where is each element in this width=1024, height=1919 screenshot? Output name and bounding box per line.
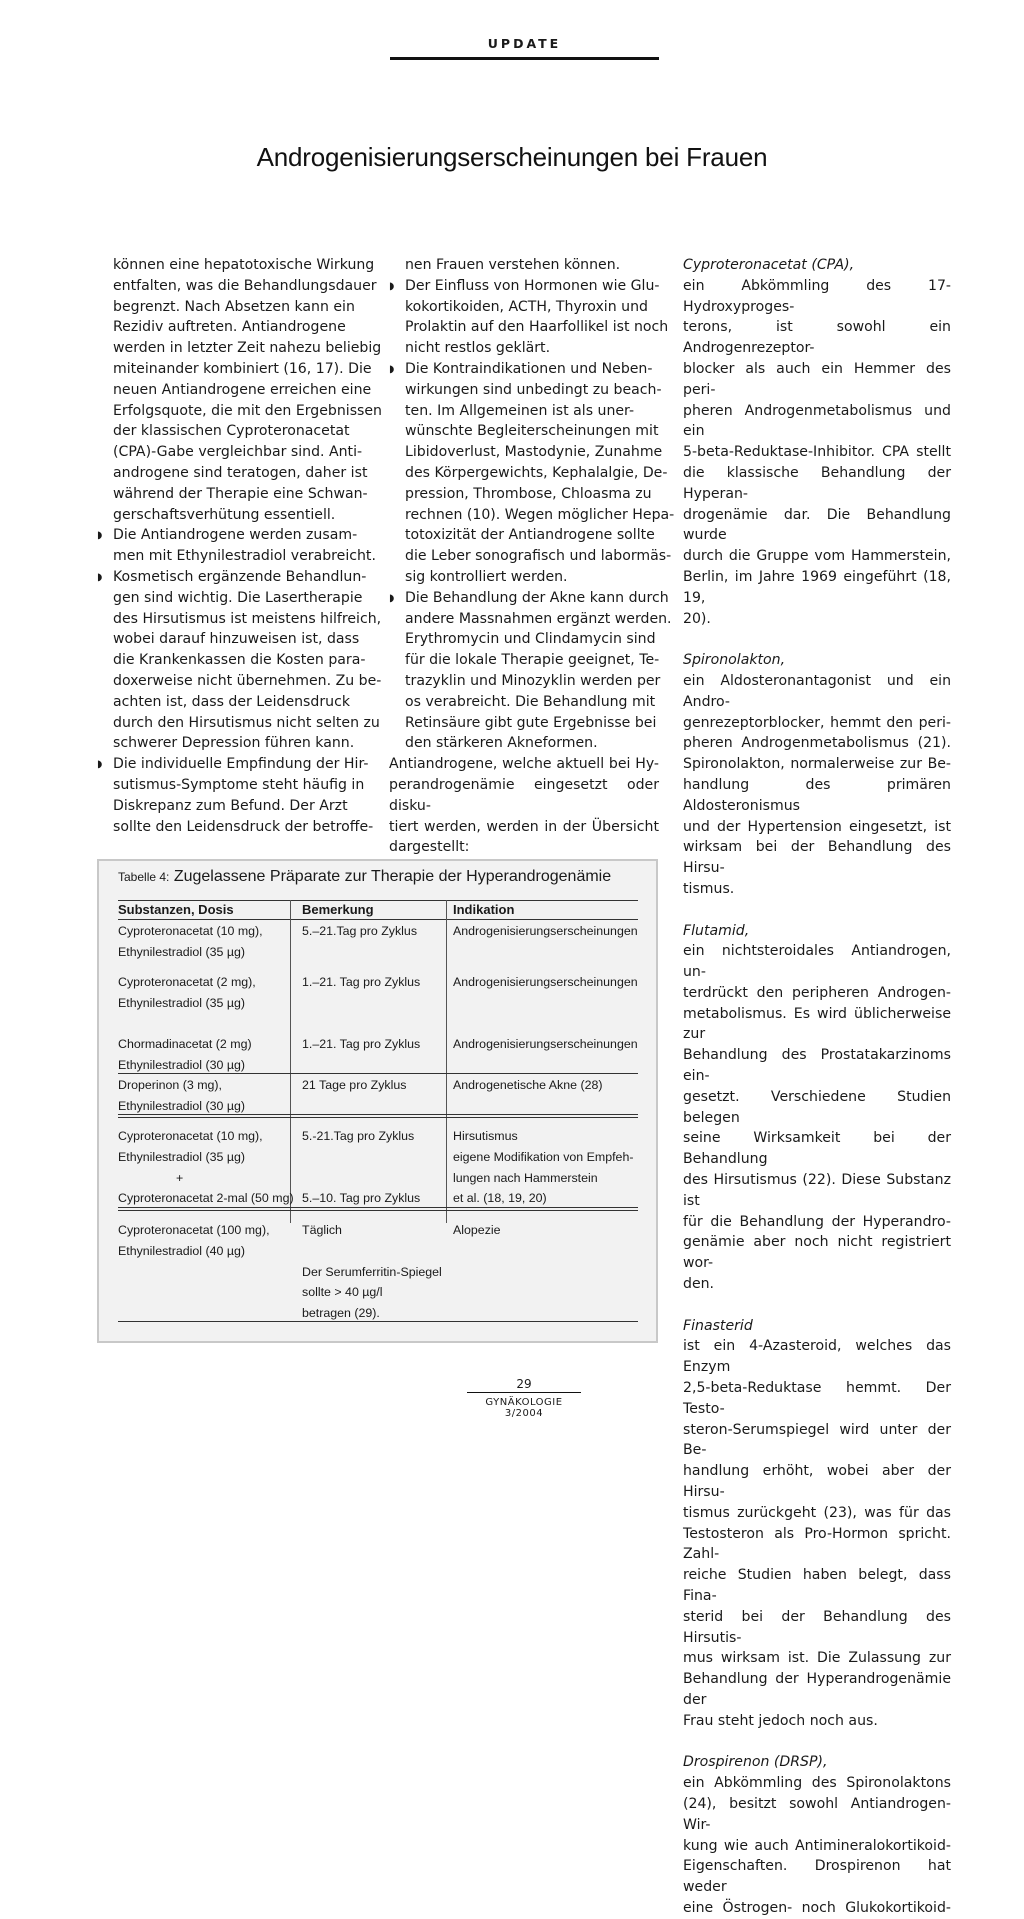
text-line: achten ist, dass der Leidensdruck <box>113 693 350 710</box>
table-rule <box>118 1117 638 1118</box>
text-line: des Hirsutismus ist meistens hilfreich, <box>113 610 382 627</box>
table-cell: Droperinon (3 mg), <box>118 1078 222 1092</box>
text-line: Rezidiv auftreten. Antiandrogene <box>113 319 346 336</box>
line-text: Die Kontraindikationen und Neben- <box>405 360 653 377</box>
text-line: durch den Hirsutismus nicht selten zu <box>113 714 380 731</box>
text-line: wünschte Begleiterscheinungen mit <box>405 423 659 440</box>
text-line: androgene sind teratogen, daher ist <box>113 464 368 481</box>
table-label: Tabelle 4: <box>118 870 170 884</box>
text-line: während der Therapie eine Schwan- <box>113 485 368 502</box>
footer-rule <box>467 1392 581 1393</box>
text-line: steron-Serumspiegel wird unter der Be- <box>683 1421 951 1459</box>
text-line: gen sind wichtig. Die Lasertherapie <box>113 589 363 606</box>
table-cell: Ethynilestradiol (35 µg) <box>118 944 245 959</box>
text-line: ein Aldosteronantagonist und ein Andro- <box>683 672 951 710</box>
text-line: metabolismus. Es wird üblicherweise zur <box>683 1005 951 1043</box>
text-line: für die Behandlung der Hyperandro- <box>683 1213 951 1230</box>
section-rule <box>390 57 659 60</box>
table-cell: Androgenisierungserscheinungen <box>453 1037 638 1051</box>
text-line: os verabreicht. Die Behandlung mit <box>405 693 656 710</box>
table-rule <box>118 1210 638 1211</box>
subheading: Flutamid, <box>683 922 750 939</box>
table-cell: eigene Modifikation von Empfeh- <box>453 1149 634 1164</box>
header-substanzen: Substanzen, Dosis <box>118 902 234 917</box>
text-line: Retinsäure gibt gute Ergebnisse bei <box>405 714 657 731</box>
text-line: die klassische Behandlung der Hyperan- <box>683 464 951 502</box>
line-text: Die Behandlung der Akne kann durch <box>405 589 669 606</box>
text-line: dargestellt: <box>389 839 470 856</box>
text-line: handlung erhöht, wobei aber der Hirsu- <box>683 1463 951 1501</box>
text-column-1 <box>97 255 382 837</box>
table-cell: Cyproteronacetat 2-mal (50 mg) <box>118 1191 294 1206</box>
table-cell: lungen nach Hammerstein <box>453 1170 598 1185</box>
table-cell: Androgenisierungserscheinungen <box>453 975 638 989</box>
text-line: wirksam bei der Behandlung des Hirsu- <box>683 839 951 877</box>
text-line: des Hirsutismus (22). Diese Substanz ist <box>683 1172 951 1209</box>
subheading: Cyproteronacetat (CPA), <box>683 257 855 273</box>
table-cell: Ethynilestradiol (30 µg) <box>118 1057 245 1072</box>
text-line: men mit Ethynilestradiol verabreicht. <box>113 548 376 565</box>
text-line: des Körpergewichts, Kephalalgie, De- <box>405 464 668 481</box>
text-line: perandrogenämie eingesetzt oder disku- <box>389 776 659 814</box>
text-line: totoxizität der Antiandrogene sollte <box>405 527 655 544</box>
bullet-line <box>389 588 669 609</box>
text-line: Libidoverlust, Mastodynie, Zunahme <box>405 444 663 461</box>
table-cell: Ethynilestradiol (40 µg) <box>118 1243 245 1258</box>
text-line: Testosteron als Pro-Hormon spricht. Zahl- <box>683 1525 951 1563</box>
bullet-line <box>97 525 364 546</box>
table-cell: Hirsutismus <box>453 1129 518 1143</box>
table-cell: Der Serumferritin-Spiegel <box>302 1264 442 1279</box>
table-cell: 5.-21.Tag pro Zyklus <box>302 1129 415 1143</box>
text-line: begrenzt. Nach Absetzen kann ein <box>113 298 355 315</box>
line-text: Der Einfluss von Hormonen wie Glu- <box>405 277 660 294</box>
table-rule <box>118 1114 638 1115</box>
text-line: ein Abkömmling des Spironolaktons <box>683 1775 951 1792</box>
journal-issue: GYNÄKOLOGIE 3/2004 <box>485 1397 563 1419</box>
text-line: (24), besitzt sowohl Antiandrogen-Wir- <box>683 1795 951 1833</box>
text-line: die Leber sonografisch und labormäs- <box>405 548 672 565</box>
table-cell: Cyproteronacetat (10 mg), <box>118 1129 263 1143</box>
text-line: Frau steht jedoch noch aus. <box>683 1712 878 1729</box>
text-line: kokortikoiden, ACTH, Thyroxin und <box>405 298 648 315</box>
text-line: nicht restlos geklärt. <box>405 340 551 357</box>
bullet-line <box>97 567 367 588</box>
text-line: tismus. <box>683 880 735 897</box>
bullet-icon: ◗ <box>97 571 103 583</box>
text-line: sterid bei der Behandlung des Hirsutis- <box>683 1608 951 1646</box>
text-column-3 <box>683 255 951 1919</box>
subheading: Spironolakton, <box>683 652 786 669</box>
text-line: seine Wirksamkeit bei der Behandlung <box>683 1130 951 1168</box>
text-line: gesetzt. Verschiedene Studien belegen <box>683 1088 951 1126</box>
text-line: genrezeptorblocker, hemmt den peri- <box>683 714 951 731</box>
column-divider <box>446 900 447 1223</box>
text-line: der klassischen Cyproteronacetat <box>113 423 350 440</box>
table-rule <box>118 1321 638 1322</box>
bullet-line <box>389 276 659 297</box>
text-line: ten. Im Allgemeinen ist als uner- <box>405 402 635 419</box>
table-cell: Cyproteronacetat (100 mg), <box>118 1223 270 1237</box>
text-line: blocker als auch ein Hemmer des peri- <box>683 360 951 398</box>
text-line: pheren Androgenmetabolismus und ein <box>683 402 951 440</box>
line-text: Kosmetisch ergänzende Behandlun- <box>113 568 367 585</box>
text-line: den. <box>683 1276 715 1293</box>
table-cell: 5.–10. Tag pro Zyklus <box>302 1191 421 1206</box>
paragraph-gap <box>683 629 951 650</box>
text-line: die Krankenkassen die Kosten para- <box>113 652 366 669</box>
paragraph-gap <box>683 1295 951 1316</box>
subheading: Drospirenon (DRSP), <box>683 1754 828 1771</box>
paragraph-gap <box>683 1732 951 1753</box>
text-line: Erfolgsquote, die mit den Ergebnissen <box>113 402 382 419</box>
table-cell: Cyproteronacetat (10 mg), <box>118 924 263 938</box>
text-line: eine Östrogen- noch Glukokortikoid- <box>683 1899 951 1916</box>
text-line: pheren Androgenmetabolismus (21). <box>683 735 951 752</box>
table-cell: Ethynilestradiol (30 µg) <box>118 1098 245 1113</box>
line-text: Die Antiandrogene werden zusam- <box>113 527 358 544</box>
text-line: ein nichtsteroidales Antiandrogen, un- <box>683 943 951 981</box>
text-line: rechnen (10). Wegen möglicher Hepa- <box>405 506 675 523</box>
text-line: trazyklin und Minozyklin werden per <box>405 672 661 689</box>
table-cell: Androgenisierungserscheinungen <box>453 924 638 938</box>
text-line: den stärkeren Akneformen. <box>405 735 598 752</box>
text-line: genämie aber noch nicht registriert wor- <box>683 1234 951 1272</box>
article-title: Androgenisierungserscheinungen bei Frauen <box>256 142 768 172</box>
text-line: mus wirksam ist. Die Zulassung zur <box>683 1650 951 1667</box>
text-line: Spironolakton, normalerweise zur Be- <box>683 756 951 773</box>
text-line: wirkungen sind unbedingt zu beach- <box>405 381 662 398</box>
text-line: 20). <box>683 610 711 627</box>
bullet-icon: ◗ <box>97 530 103 542</box>
text-line: drogenämie dar. Die Behandlung wurde <box>683 506 951 544</box>
table-rule <box>118 1073 638 1074</box>
bullet-icon: ◗ <box>389 280 395 292</box>
table-cell: 21 Tage pro Zyklus <box>302 1078 407 1092</box>
paragraph-gap <box>683 900 951 921</box>
text-line: handlung des primären Aldosteronismus <box>683 776 951 814</box>
text-line: Berlin, im Jahre 1969 eingeführt (18, 19, <box>683 568 951 606</box>
text-line: Antiandrogene, welche aktuell bei Hy- <box>389 756 659 773</box>
header-bemerkung: Bemerkung <box>302 902 374 917</box>
text-line: wobei darauf hinzuweisen ist, dass <box>113 631 360 648</box>
line-text: Die individuelle Empfindung der Hir- <box>113 756 369 773</box>
text-line: durch die Gruppe vom Hammerstein, <box>683 548 951 565</box>
text-line: schwerer Depression führen kann. <box>113 735 355 752</box>
table-rule <box>118 900 638 901</box>
text-line: und der Hypertension eingesetzt, ist <box>683 818 951 835</box>
text-line: neuen Antiandrogene erreichen eine <box>113 381 372 398</box>
bullet-line <box>97 754 369 775</box>
text-line: tismus zurückgeht (23), was für das <box>683 1504 951 1521</box>
table-cell: sollte > 40 µg/l <box>302 1285 383 1300</box>
table-cell: 1.–21. Tag pro Zyklus <box>302 1037 421 1051</box>
text-line: können eine hepatotoxische Wirkung <box>113 257 375 273</box>
preparations-table <box>118 898 638 1328</box>
text-line: sutismus-Symptome steht häufig in <box>113 776 365 793</box>
subheading: Finasterid <box>683 1317 753 1334</box>
text-line: andere Massnahmen ergänzt werden. <box>405 610 672 627</box>
table-cell: 1.–21. Tag pro Zyklus <box>302 975 421 989</box>
text-line: (CPA)-Gabe vergleichbar sind. Anti- <box>113 444 363 461</box>
table-cell: 5.–21.Tag pro Zyklus <box>302 924 418 938</box>
text-line: terdrückt den peripheren Androgen- <box>683 984 951 1001</box>
text-line: werden in letzter Zeit nahezu beliebig <box>113 340 382 357</box>
bullet-icon: ◗ <box>389 363 395 375</box>
text-line: gerschaftsverhütung essentiell. <box>113 506 336 523</box>
table-rule <box>118 919 638 920</box>
text-line: für die lokale Therapie geeignet, Te- <box>405 652 660 669</box>
table-caption <box>118 868 611 886</box>
table-cell: Androgenetische Akne (28) <box>453 1078 603 1092</box>
table-title: Zugelassene Präparate zur Therapie der Hyperandrogenämie <box>173 868 612 885</box>
table-cell: et al. (18, 19, 20) <box>453 1191 547 1206</box>
text-line: ein Abkömmling des 17-Hydroxyproges- <box>683 277 951 315</box>
table-cell: Ethynilestradiol (35 µg) <box>118 1149 245 1164</box>
text-line: ist ein 4-Azasteroid, welches das Enzym <box>683 1338 951 1376</box>
text-line: 2,5-beta-Reduktase hemmt. Der Testo- <box>683 1380 951 1417</box>
text-line: Behandlung des Prostatakarzinoms ein- <box>683 1047 951 1085</box>
table-cell: Ethynilestradiol (35 µg) <box>118 995 245 1010</box>
text-line: Prolaktin auf den Haarfollikel ist noch <box>405 319 669 336</box>
text-column-2 <box>389 255 675 858</box>
text-line: reiche Studien haben belegt, dass Fina- <box>683 1567 951 1604</box>
table-rule <box>118 1207 638 1208</box>
section-label: UPDATE <box>487 36 562 51</box>
text-line: sollte den Leidensdruck der betroffe- <box>113 818 374 835</box>
table-cell: Chormadinacetat (2 mg) <box>118 1037 252 1051</box>
text-line: doxerweise nicht übernehmen. Zu be- <box>113 672 382 689</box>
table-cell: + <box>176 1170 184 1185</box>
text-line: terons, ist sowohl ein Androgenrezeptor- <box>683 319 951 357</box>
text-line: Eigenschaften. Drospirenon hat weder <box>683 1858 951 1896</box>
table-cell: Täglich <box>302 1223 342 1237</box>
text-line: sig kontrolliert werden. <box>405 568 568 585</box>
text-line: entfalten, was die Behandlungsdauer <box>113 277 377 294</box>
bullet-line <box>389 359 659 380</box>
bullet-icon: ◗ <box>97 759 103 771</box>
table-cell: betragen (29). <box>302 1306 380 1321</box>
text-line: nen Frauen verstehen können. <box>405 257 621 273</box>
bullet-icon: ◗ <box>389 592 395 604</box>
text-line: Behandlung der Hyperandrogenämie der <box>683 1671 951 1708</box>
text-line: Diskrepanz zum Befund. Der Arzt <box>113 797 348 814</box>
text-line: kung wie auch Antimineralokortikoid- <box>683 1837 951 1854</box>
text-line: miteinander kombiniert (16, 17). Die <box>113 360 372 377</box>
text-line: tiert werden, werden in der Übersicht <box>389 818 659 835</box>
text-line: Erythromycin und Clindamycin sind <box>405 631 656 648</box>
table-cell: Cyproteronacetat (2 mg), <box>118 975 256 989</box>
table-cell: Alopezie <box>453 1223 501 1237</box>
column-divider <box>290 900 291 1223</box>
text-line: pression, Thrombose, Chloasma zu <box>405 485 652 502</box>
page-number: 29 <box>516 1377 532 1391</box>
header-indikation: Indikation <box>453 902 515 917</box>
text-line: 5-beta-Reduktase-Inhibitor. CPA stellt <box>683 444 951 461</box>
